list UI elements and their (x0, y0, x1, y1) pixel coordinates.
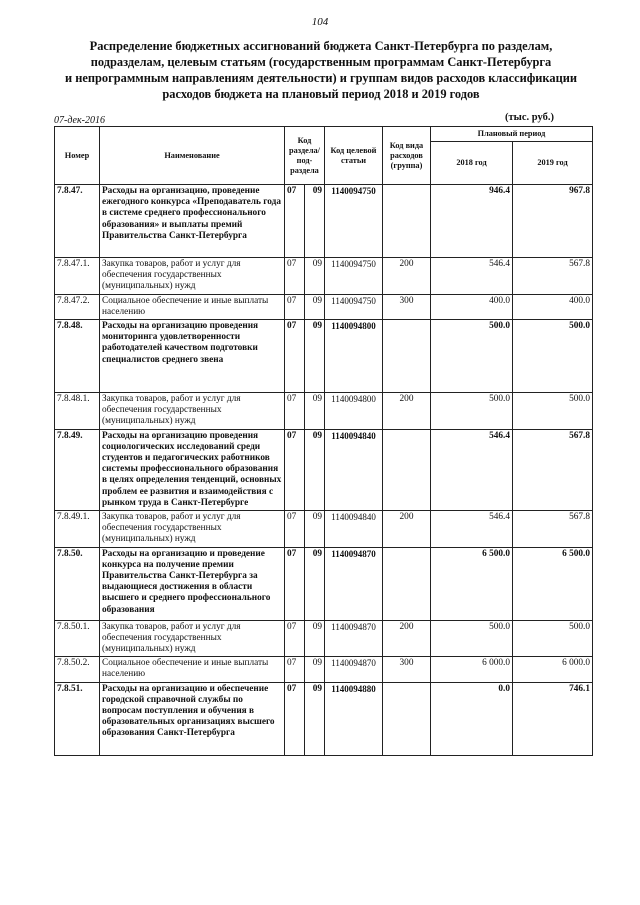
title-line: и непрограммным направлениям деятельности) и группам видов расходов классификации (65, 71, 577, 85)
table-row (55, 294, 593, 319)
row-name: Расходы на организацию проведения мониторинга удовлетворенности работодателей качеством подготовки специалистов среднего звена (100, 320, 285, 393)
row-section-code: 07 (285, 620, 305, 657)
row-section-code: 07 (285, 682, 305, 755)
row-subsection-code: 09 (305, 258, 325, 295)
row-expense-type-code: 200 (383, 511, 431, 548)
table-row (55, 511, 593, 548)
row-expense-type-code (383, 547, 431, 620)
title-line: Распределение бюджетных ассигнований бюджета Санкт-Петербурга по разделам, (89, 39, 553, 53)
row-value-2018: 546.4 (431, 258, 513, 295)
page-number: 104 (311, 16, 329, 28)
row-target-code: 1140094750 (325, 185, 383, 258)
row-expense-type-code (383, 682, 431, 755)
header-number: Номер (55, 127, 100, 185)
row-target-code: 1140094750 (325, 294, 383, 319)
row-value-2019: 746.1 (513, 682, 593, 755)
row-section-code: 07 (285, 258, 305, 295)
row-name: Расходы на организацию, проведение ежегодного конкурса «Преподаватель года в системе среднего профессионального образования» и выплаты премий Правительства Санкт-Петербурга (100, 185, 285, 258)
row-section-code: 07 (285, 511, 305, 548)
row-value-2018: 500.0 (431, 393, 513, 430)
row-number: 7.8.51. (55, 682, 100, 755)
table-row (55, 682, 593, 755)
row-value-2019: 567.8 (513, 429, 593, 510)
header-target-code: Код целевой статьи (325, 127, 383, 185)
row-expense-type-code (383, 185, 431, 258)
row-number: 7.8.48. (55, 320, 100, 393)
row-subsection-code: 09 (305, 429, 325, 510)
row-name: Социальное обеспечение и иные выплаты населению (100, 657, 285, 682)
row-subsection-code: 09 (305, 620, 325, 657)
row-value-2018: 500.0 (431, 620, 513, 657)
row-value-2019: 6 500.0 (513, 547, 593, 620)
row-value-2018: 946.4 (431, 185, 513, 258)
table-row (55, 258, 593, 295)
table-row (55, 393, 593, 430)
row-value-2018: 546.4 (431, 429, 513, 510)
row-number: 7.8.47.2. (55, 294, 100, 319)
table-row (55, 547, 593, 620)
row-value-2018: 400.0 (431, 294, 513, 319)
row-subsection-code: 09 (305, 511, 325, 548)
row-number: 7.8.47. (55, 185, 100, 258)
row-value-2018: 500.0 (431, 320, 513, 393)
row-name: Закупка товаров, работ и услуг для обеспечения государственных (муниципальных) нужд (100, 620, 285, 657)
row-subsection-code: 09 (305, 393, 325, 430)
table-header (55, 127, 593, 185)
header-section-code: Код раздела/ под- раздела (285, 127, 325, 185)
row-expense-type-code: 200 (383, 258, 431, 295)
row-value-2019: 500.0 (513, 320, 593, 393)
row-expense-type-code: 300 (383, 657, 431, 682)
row-target-code: 1140094870 (325, 547, 383, 620)
row-target-code: 1140094750 (325, 258, 383, 295)
row-subsection-code: 09 (305, 547, 325, 620)
row-target-code: 1140094800 (325, 393, 383, 430)
row-value-2019: 967.8 (513, 185, 593, 258)
row-subsection-code: 09 (305, 657, 325, 682)
row-target-code: 1140094840 (325, 511, 383, 548)
row-number: 7.8.48.1. (55, 393, 100, 430)
row-name: Расходы на организацию и обеспечение городской справочной службы по вопросам поступления и обучения в образовательных организациях высшего образования Санкт-Петербурга (100, 682, 285, 755)
row-expense-type-code (383, 429, 431, 510)
table-row (55, 657, 593, 682)
row-section-code: 07 (285, 547, 305, 620)
budget-table (54, 126, 593, 756)
table-body (55, 185, 593, 756)
row-subsection-code: 09 (305, 185, 325, 258)
row-value-2019: 6 000.0 (513, 657, 593, 682)
row-number: 7.8.50.1. (55, 620, 100, 657)
row-subsection-code: 09 (305, 320, 325, 393)
table-row (55, 429, 593, 510)
row-number: 7.8.49. (55, 429, 100, 510)
document-date: 07-дек-2016 (54, 115, 105, 126)
row-section-code: 07 (285, 429, 305, 510)
row-subsection-code: 09 (305, 682, 325, 755)
row-subsection-code: 09 (305, 294, 325, 319)
title-line: расходов бюджета на плановый период 2018 и 2019 годов (162, 87, 480, 101)
row-value-2018: 0.0 (431, 682, 513, 755)
row-target-code: 1140094880 (325, 682, 383, 755)
table-row (55, 185, 593, 258)
row-name: Закупка товаров, работ и услуг для обеспечения государственных (муниципальных) нужд (100, 511, 285, 548)
row-expense-type-code (383, 320, 431, 393)
row-expense-type-code: 300 (383, 294, 431, 319)
row-value-2019: 400.0 (513, 294, 593, 319)
table-row (55, 620, 593, 657)
row-number: 7.8.50.2. (55, 657, 100, 682)
header-expense-type-code: Код вида расходов (группа) (383, 127, 431, 185)
row-section-code: 07 (285, 320, 305, 393)
row-target-code: 1140094870 (325, 620, 383, 657)
row-value-2018: 6 000.0 (431, 657, 513, 682)
row-number: 7.8.50. (55, 547, 100, 620)
row-name: Расходы на организацию проведения социологических исследований среди студентов и педагогических работников системы профессионального образования в целях определения тенденций, основных проблем ее развития и взаимодействия с рынком труда в Санкт-Петербурге (100, 429, 285, 510)
row-name: Закупка товаров, работ и услуг для обеспечения государственных (муниципальных) нужд (100, 393, 285, 430)
row-number: 7.8.47.1. (55, 258, 100, 295)
row-target-code: 1140094800 (325, 320, 383, 393)
row-target-code: 1140094840 (325, 429, 383, 510)
row-name: Социальное обеспечение и иные выплаты населению (100, 294, 285, 319)
row-expense-type-code: 200 (383, 393, 431, 430)
row-value-2018: 546.4 (431, 511, 513, 548)
row-target-code: 1140094870 (325, 657, 383, 682)
row-value-2019: 567.8 (513, 258, 593, 295)
row-section-code: 07 (285, 294, 305, 319)
header-year-2018: 2018 год (431, 142, 513, 185)
header-planned-period: Плановый период (431, 127, 593, 142)
row-value-2019: 500.0 (513, 620, 593, 657)
table-row (55, 320, 593, 393)
row-section-code: 07 (285, 657, 305, 682)
row-expense-type-code: 200 (383, 620, 431, 657)
row-value-2019: 567.8 (513, 511, 593, 548)
document-title (38, 38, 604, 102)
row-section-code: 07 (285, 185, 305, 258)
row-value-2018: 6 500.0 (431, 547, 513, 620)
header-year-2019: 2019 год (513, 142, 593, 185)
row-number: 7.8.49.1. (55, 511, 100, 548)
row-section-code: 07 (285, 393, 305, 430)
row-value-2019: 500.0 (513, 393, 593, 430)
row-name: Закупка товаров, работ и услуг для обеспечения государственных (муниципальных) нужд (100, 258, 285, 295)
title-line: подразделам, целевым статьям (государственным программам Санкт-Петербурга (90, 55, 552, 69)
header-name: Наименование (100, 127, 285, 185)
row-name: Расходы на организацию и проведение конкурса на получение премии Правительства Санкт-Петербурга за выдающиеся достижения в области высшего и среднего профессионального образования (100, 547, 285, 620)
units-label: (тыс. руб.) (505, 112, 554, 123)
